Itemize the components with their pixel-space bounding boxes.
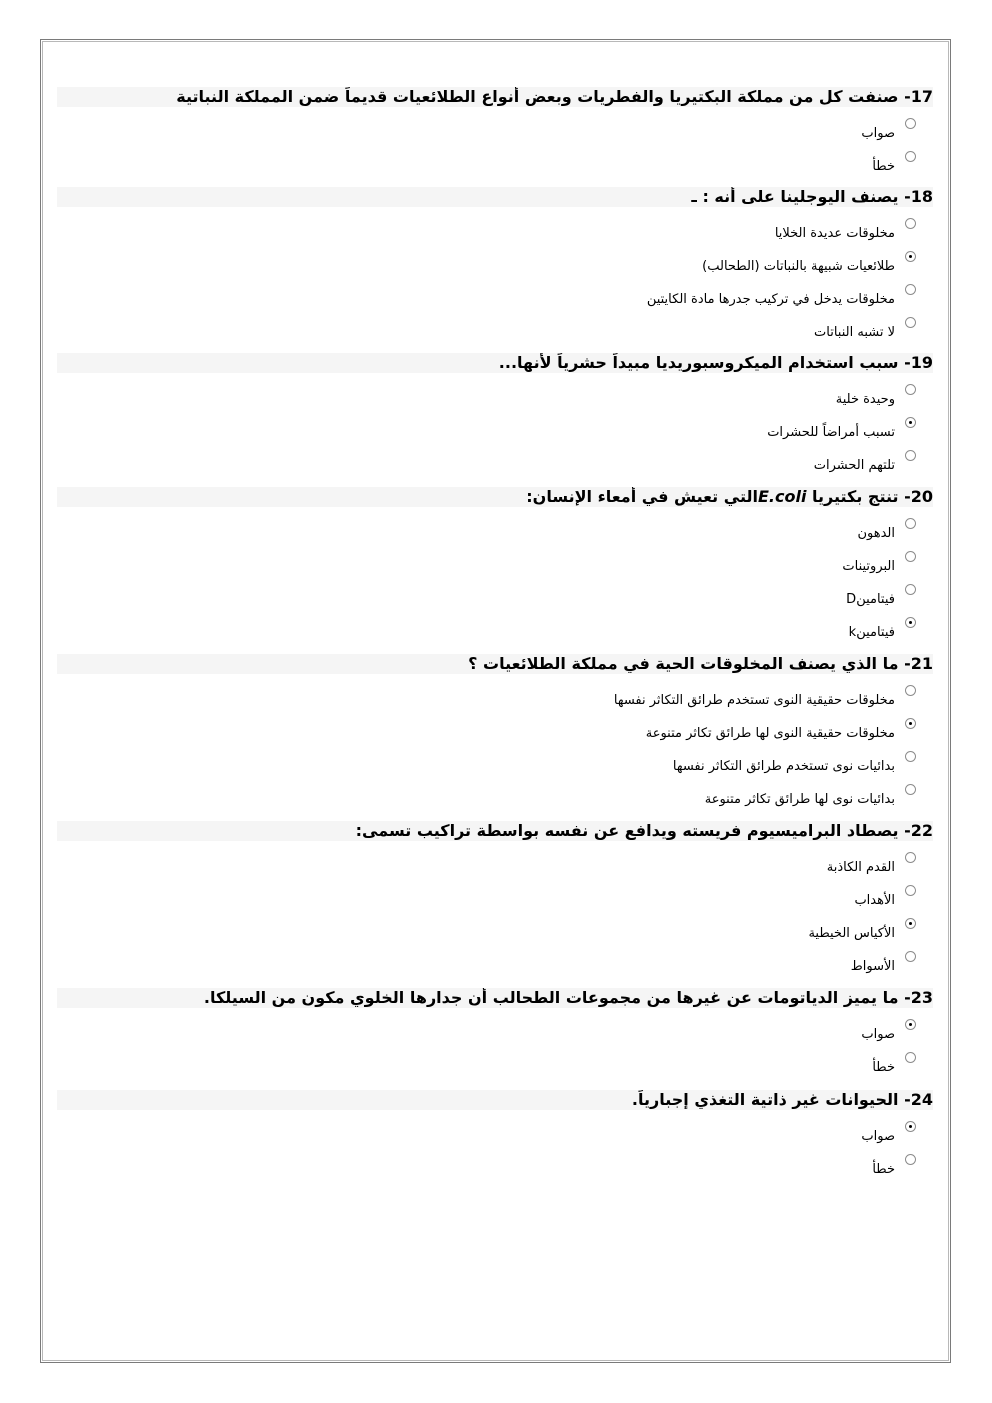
option-label: خطأ (872, 1162, 895, 1177)
radio-button[interactable] (905, 1154, 916, 1165)
option-label: الأكياس الخيطية (808, 926, 895, 941)
question-title (57, 654, 933, 674)
option-item[interactable] (57, 412, 933, 445)
question-23 (57, 988, 933, 1080)
question-number: 22- (904, 821, 933, 840)
option-item[interactable] (57, 1014, 933, 1047)
option-item[interactable] (57, 579, 933, 612)
option-item[interactable] (57, 880, 933, 913)
option-label: الدهون (857, 526, 895, 541)
option-label: مخلوقات حقيقية النوى لها طرائق تكاثر متنوعة (645, 726, 895, 741)
option-item[interactable] (57, 612, 933, 645)
radio-button[interactable] (905, 751, 916, 762)
option-item[interactable] (57, 680, 933, 713)
question-21 (57, 654, 933, 812)
option-item[interactable] (57, 779, 933, 812)
option-label: القدم الكاذبة (826, 860, 895, 875)
option-item[interactable] (57, 113, 933, 146)
option-label: فيتامينD (846, 592, 895, 607)
question-text: سبب استخدام الميكروسبوريديا مبيداً حشرياً لأنها... (498, 353, 899, 372)
option-label: لا تشبه النباتات (814, 325, 895, 340)
question-text: تنتج بكتيريا (806, 487, 899, 506)
option-item[interactable] (57, 312, 933, 345)
radio-button[interactable] (905, 685, 916, 696)
question-title (57, 353, 933, 373)
radio-button[interactable] (905, 417, 916, 428)
option-label: تلتهم الحشرات (813, 458, 895, 473)
option-label: خطأ (872, 1060, 895, 1075)
question-text: الحيوانات غير ذاتية التغذي إجبارياً. (631, 1090, 899, 1109)
question-title (57, 821, 933, 841)
radio-button[interactable] (905, 617, 916, 628)
option-item[interactable] (57, 1116, 933, 1149)
option-label: مخلوقات عديدة الخلايا (774, 226, 895, 241)
option-item[interactable] (57, 713, 933, 746)
option-label: فيتامينk (848, 625, 895, 640)
option-label: وحيدة خلية (835, 392, 895, 407)
option-item[interactable] (57, 913, 933, 946)
radio-button[interactable] (905, 317, 916, 328)
question-17 (57, 87, 933, 179)
radio-button[interactable] (905, 718, 916, 729)
radio-button[interactable] (905, 918, 916, 929)
question-20 (57, 487, 933, 645)
question-18 (57, 187, 933, 345)
option-item[interactable] (57, 379, 933, 412)
question-text: صنفت كل من مملكة البكتيريا والفطريات وبعض أنواع الطلائعيات قديماً ضمن المملكة النباتية (176, 87, 899, 106)
question-title (57, 1090, 933, 1110)
option-item[interactable] (57, 847, 933, 880)
option-label: البروتينات (842, 559, 895, 574)
option-label: مخلوقات يدخل في تركيب جدرها مادة الكايتين (646, 292, 895, 307)
radio-button[interactable] (905, 885, 916, 896)
question-number: 23- (904, 988, 933, 1007)
question-number: 19- (904, 353, 933, 372)
option-item[interactable] (57, 1047, 933, 1080)
radio-button[interactable] (905, 1121, 916, 1132)
radio-button[interactable] (905, 951, 916, 962)
option-label: طلائعيات شبيهة بالنباتات (الطحالب) (702, 259, 895, 274)
question-text-end: التي تعيش في أمعاء الإنسان: (526, 487, 758, 506)
radio-button[interactable] (905, 251, 916, 262)
radio-button[interactable] (905, 151, 916, 162)
option-label: بدائيات نوى لها طرائق تكاثر متنوعة (704, 792, 895, 807)
option-label: صواب (861, 126, 895, 141)
question-24 (57, 1090, 933, 1182)
question-number: 17- (904, 87, 933, 106)
radio-button[interactable] (905, 384, 916, 395)
question-title (57, 988, 933, 1008)
option-label: مخلوقات حقيقية النوى تستخدم طرائق التكاثر نفسها (613, 693, 895, 708)
option-label: الأهداب (854, 893, 895, 908)
question-22 (57, 821, 933, 979)
radio-button[interactable] (905, 450, 916, 461)
question-title (57, 187, 933, 207)
option-item[interactable] (57, 279, 933, 312)
option-label: خطأ (872, 159, 895, 174)
question-text: ما يميز الدياتومات عن غيرها من مجموعات الطحالب أن جدارها الخلوي مكون من السيلكا. (203, 988, 899, 1007)
option-item[interactable] (57, 146, 933, 179)
radio-button[interactable] (905, 551, 916, 562)
question-number: 21- (904, 654, 933, 673)
option-item[interactable] (57, 546, 933, 579)
option-item[interactable] (57, 946, 933, 979)
option-item[interactable] (57, 246, 933, 279)
option-item[interactable] (57, 213, 933, 246)
radio-button[interactable] (905, 784, 916, 795)
question-text: يصنف اليوجلينا على أنه : ـ (691, 187, 899, 206)
question-number: 24- (904, 1090, 933, 1109)
radio-button[interactable] (905, 584, 916, 595)
radio-button[interactable] (905, 852, 916, 863)
radio-button[interactable] (905, 1019, 916, 1030)
question-title (57, 87, 933, 107)
radio-button[interactable] (905, 218, 916, 229)
radio-button[interactable] (905, 518, 916, 529)
option-label: بدائيات نوى تستخدم طرائق التكاثر نفسها (672, 759, 895, 774)
radio-button[interactable] (905, 118, 916, 129)
radio-button[interactable] (905, 284, 916, 295)
question-text: يصطاد البراميسيوم فريسته ويدافع عن نفسه بواسطة تراكيب تسمى: (355, 821, 899, 840)
option-item[interactable] (57, 746, 933, 779)
question-19 (57, 353, 933, 478)
radio-button[interactable] (905, 1052, 916, 1063)
question-number: 20- (904, 487, 933, 506)
option-label: الأسواط (850, 959, 895, 974)
option-item[interactable] (57, 513, 933, 546)
option-label: تسبب أمراضاً للحشرات (767, 425, 895, 440)
option-label: صواب (861, 1027, 895, 1042)
question-text: ما الذي يصنف المخلوقات الحية في مملكة الطلائعيات ؟ (468, 654, 899, 673)
question-title (57, 487, 933, 507)
option-item[interactable] (57, 445, 933, 478)
option-label: صواب (861, 1129, 895, 1144)
species-name: E.coli (757, 487, 807, 506)
option-item[interactable] (57, 1149, 933, 1182)
question-number: 18- (904, 187, 933, 206)
